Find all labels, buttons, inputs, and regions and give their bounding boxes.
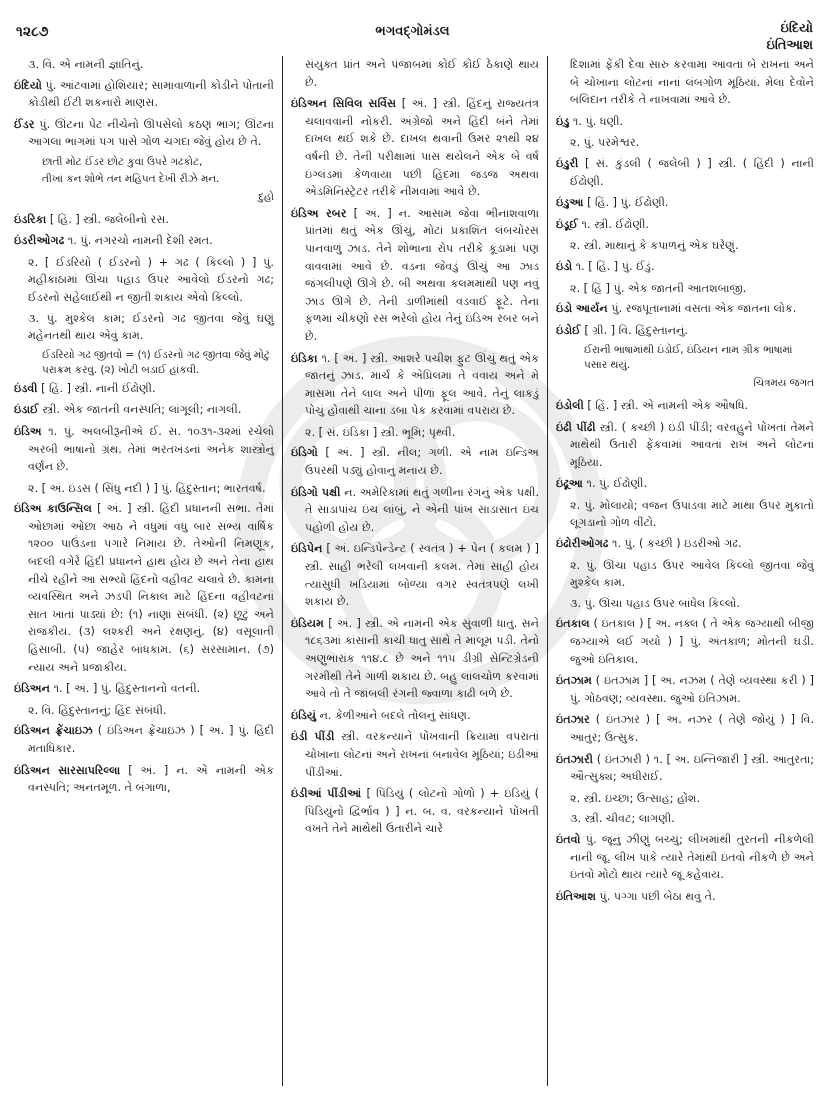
- citation-quote: છાતી મોટ ઈંડર છોટ કુવા ઉપરે ગઢકોટ,: [42, 155, 203, 168]
- definition-text: ૧. પું. નગરચો નામની દેશી રમત.: [64, 234, 213, 248]
- definition-text: [ અં. ] ન. આસામ જેવા ભીનાશવાળા પ્રાંતમાં થતું એક ઊંચું, મોટાં પ્રકાશિત લંબચોરસ પાનવાળું ઝાડ. તેને શોભાના રોપ તરીકે કૂંડામાં પણ વાવવામાં આવે છે. વડના જેવડું ઊંચું આ ઝાડ જંગલીપણે ઊગે છે. બી અથવા કલમમાંથી પણ નવું ઝાડ ઊગે છે. તેની ડાળીમાંથી વડવાઈ ફૂટે. તેના ફળમાં ચીકણો રસ ભરેલો હોય તેનું ઇંડિઅ રબર બને છે.: [305, 206, 539, 343]
- headword: ઇંડવી: [14, 381, 38, 395]
- definition-text: [ હિં. ] સ્ત્રી. એ નામની એક ઔષધિ.: [583, 398, 749, 412]
- definition-text: ( ઇંતઝારી ) ૧. [ અ. ઇન્તિજારી ] સ્ત્રી. આતુરતા; ઔત્સુક્ય; અધીરાઈ.: [570, 752, 814, 784]
- dictionary-entry: [14, 232, 274, 250]
- column-left: [14, 56, 282, 1086]
- headword: ઇંડિઅન સારસાપરિલ્લા: [14, 763, 121, 777]
- headword: ઇંડિગો: [291, 446, 318, 460]
- dictionary-entry: [556, 258, 814, 276]
- sense-definition: ૨. [ સં. ઇંડિકા ] સ્ત્રી. ભૂમિ; પૃથ્વી.: [305, 425, 456, 439]
- dictionary-entry: [556, 831, 814, 884]
- definition-text: [ અં. ] સ્ત્રી. હિંદી પ્રધાનની સભા. તેમાં ઓછામાં ઓછા આઠ ને વધુમાં વધુ બાર સભ્ય વાર્ષિક ૧૨૦૦ પાઉંડના પગારે નિમાય છે. તેઓની નિમણૂક, બદલી વગેરે હિંદી પ્રધાનને હાથ હોય છે અને તેના હાથ નીચે રહીને આ સભ્યો હિંદનો વહીવટ ચલાવે છે. કામના વ્યવસ્થિત અને ઝડપી નિકાલ માટે હિંદના વહીવટનાં સાત ખાતાં પાડ્યાં છે: (૧) નાણાં સંબંધી. (૨) છૂટું અને રાજકીય. (૩) લશ્કરી અને રક્ષણનું. (૪) વસૂલાતી હિસાબી. (૫) જાહેર બાંધકામ. (૬) સરસામાન. (૭) ન્યાય અને પ્રજાકીય.: [28, 502, 274, 674]
- dictionary-entry: [556, 300, 814, 318]
- headword: ઇંતઝામ: [556, 674, 592, 688]
- definition-text: પું. જૂનું ઝીણું બચ્ચું; લીખમાંથી તુરતની નીકળેલી નાની જૂ. લીખ પાકે ત્યારે તેમાંથી ઇંતવો નીકળે છે અને ઇંતવો મોટો થાય ત્યારે જૂ કહેવાય.: [570, 832, 814, 882]
- definition-text: [ ગ્રી. ] વિ. હિંદુસ્તાનનું.: [580, 323, 688, 337]
- dictionary-entry: [291, 350, 539, 420]
- citation-quote: ઈરાની ભાષામાંથી ઇંડોઈ, ઇંડિયન નામ ગ્રીક ભાષામાં પસાર થયું.: [584, 344, 793, 372]
- dictionary-entry: [556, 475, 814, 493]
- definition-text: [ અં. ] સ્ત્રી. હિંદનું રાજ્યતંત્ર ચલાવવાની નોકરી. અંગ્રેજો અને હિંદી બંને તેમાં દાખલ થઈ શકે છે. દાખલ થવાની ઉમર ૨૧થી ૨૪ વર્ષની છે. તેની પરીક્ષામાં પાસ થયેલને એક બે વર્ષ ઇંગ્લંડમાં કેળવાયા પછી હિંદમાં જડજ અથવા એડમિનિસ્ટ્રેટર તરીકે નીમવામાં આવે છે.: [305, 97, 539, 199]
- definition-text: પું. પગ્ગા પછી બેઠા થવું તે.: [596, 889, 716, 903]
- sense-definition: ૨. [ હિં ] પું. એક જાતની આતશબાજી.: [570, 281, 747, 295]
- dictionary-entry: [14, 762, 274, 797]
- definition-text: [ હિં. ] સ્ત્રી. નાની ઈંઢોણી.: [37, 381, 156, 395]
- continued-definition: દિશામાં ફેંકી દેવા સારુ કરવામાં આવતાં બે રાખનાં અને બે ચોખાના લોટનાં નાનાં લંબગોળ મૂઠિયાં. મેલા દેવોને બલિદાન તરીકે તે નાખવામાં આવે છે.: [570, 58, 814, 107]
- headword: ઇંતવો: [556, 832, 581, 846]
- headword: ઇંદિયો: [14, 78, 42, 92]
- definition-text: ૧. [ અં. ] સ્ત્રી. આશરે પચીશ ફુટ ઊંચું થતું એક જાતનું ઝાડ. માર્ચ કે એપ્રિલમાં તે વવાય અને મે માસમાં તેને લાલ અને પીળાં ફૂલ આવે. તેનું લાકડું પોચું હોવાથી ચાના ડબા પેક કરવામાં વપરાય છે.: [305, 351, 539, 418]
- definition-text: ન. કેળીઆંને બદલે તોલનું સાંધણ.: [316, 708, 471, 722]
- headword: ઇંડો: [556, 259, 573, 273]
- citation-source: દુહો: [258, 190, 274, 203]
- definition-text: [ અં. ] સ્ત્રી. એ નામની એક સુંવાળી ધાતુ. સને ૧૮૬૩માં કાંસાની કાચી ધાતુ સાથે તે માલૂમ પડી. તેનો અણુભારાંક ૧૧૪.૮ છે અને ૧૧૫ ડીગ્રી સેન્ટિગ્રેડની ગરમીથી તેને ગાળી શકાય છે. બહુ લાલચોળ કરવામાં આવે તો તે જાંબલી રંગની જ્વાળા કાઢી બળે છે.: [305, 616, 539, 701]
- definition-text: [ હિં. ] પું. ઈંઢોણી.: [583, 196, 669, 210]
- definition-text: ૧. પું. અલબીરૂનીએ ઈ. સ. ૧૦૩૧-૩૨માં રચેલો અરબી ભાષાનો ગ્રંથ. તેમાં ભરતખંડનાં અનેક શાસ્ત્રોનું વર્ણન છે.: [28, 424, 274, 474]
- headword: ઇંડરીઓગઢ: [14, 234, 65, 248]
- definition-text: પું. આંટવામાં હોશિયાર; સામાવાળાની કોડીને પોતાની કોડીથી ઈંટી શકનારો માણસ.: [28, 78, 274, 110]
- sense-definition: ૨. [ ઈડરિયો ( ઈડરનો ) + ગઢ ( કિલ્લો ) ] પું. મહીકાંઠામાં ઊંચા પહાડ ઉપર આવેલો ઈડરનો ગઢ; ઈડરનો સહેલાઈથી ન જીતી શકાય એવો કિલ્લો.: [28, 255, 274, 304]
- headword: ઇંડિઅ: [14, 424, 42, 438]
- headword: ઇંડિકા: [291, 351, 318, 365]
- column-right: [548, 56, 814, 1086]
- dictionary-entry: [291, 615, 539, 703]
- definition-text: [ અં. ] ન. એ નામની એક વનસ્પતિ; અનંતમૂળ. તે બંગાળા,: [28, 763, 274, 795]
- definition-text: સ્ત્રી. વરકન્યાને પોંખવાની ક્રિયામાં વપરાતાં ચોખાના લોટનાં અને રાખનાં બનાવેલ મૂઠિયાં; ઇંડીઆં પીંડીઆં.: [305, 730, 540, 779]
- sense-definition: ૩. વિ. એ નામની જ્ઞાતિનું.: [28, 58, 144, 71]
- headword: ઇંડરિકા: [14, 212, 47, 226]
- definition-text: ( ઇંતકાલ ) [ અ. નક્લ ( તે એક જગ્યાથી બીજી જગ્યાએ લઈ ગયો ) ] પું. અંતકાળ; મોતની ઘડી. જુઓ ઇંતિકાલ.: [570, 617, 814, 666]
- sense-definition: ૩. પું. મુશ્કેલ કામ; ઈડરનો ગઢ જીતવા જેવું ઘણું મહેનતથી થાય એવું કામ.: [28, 311, 274, 343]
- continued-definition: સંયુક્ત પ્રાંત અને પંજાબમાં કોઈ કોઈ ઠેકાણે થાય છે.: [305, 58, 539, 89]
- headword: ઇંડૂઈ: [556, 217, 578, 231]
- definition-text: ૧. સ્ત્રી. ઈંઢોણી.: [577, 217, 649, 231]
- headword: ઇંડુઆ: [556, 196, 584, 210]
- page-header: [0, 0, 825, 53]
- headword: ઈંડર: [14, 117, 35, 131]
- sense-definition: ૨. સ્ત્રી. ઇચ્છા; ઉત્સાહ; હોંશ.: [570, 791, 701, 805]
- dictionary-entry: [556, 711, 814, 746]
- definition-text: પું. ઊંટના પેટ નીચેનો ઊપસેલો કઠણ ભાગ; ઊંટના આગલા ભાગમાં પગ પાસે ગોળ ચગદા જેવું હોય છે તે.: [28, 117, 274, 149]
- definition-text: સ્ત્રી. એક જાતની વનસ્પતિ; લાંગૂલી; નાગલી.: [38, 403, 242, 417]
- definition-text: ૧. પું. ધણી.: [569, 114, 624, 128]
- sense-definition: ૨. [ અં. ઇંડસ ( સિંધુ નદી ) ] પું. હિંદુસ્તાન; ભારતવર્ષ.: [28, 481, 266, 495]
- dictionary-entry: [556, 615, 814, 668]
- headword: ઇંડિયું: [291, 708, 317, 722]
- dictionary-entry: [14, 116, 274, 151]
- definition-text: [ અં. ] સ્ત્રી. નીલ; ગળી. એ નામ ઇન્ડિઅ ઉપરથી પડ્યું હોવાનું મનાય છે.: [305, 446, 539, 478]
- definition-text: પું. રજપૂતાનામાં વસતા એક જાતના લોક.: [607, 302, 797, 316]
- page-number: ૧૨૮૭: [16, 24, 49, 40]
- dictionary-columns: [14, 56, 814, 1086]
- dictionary-entry: [291, 728, 539, 781]
- headword: ઇંતઝાર: [556, 713, 590, 727]
- headword: ઇંતકાલ: [556, 617, 590, 631]
- dictionary-entry: [14, 211, 274, 229]
- dictionary-entry: [556, 672, 814, 707]
- sense-definition: ૩. સ્ત્રી. ચીવટ; લાગણી.: [570, 812, 675, 826]
- dictionary-entry: [556, 751, 814, 786]
- dictionary-entry: [556, 113, 814, 131]
- sense-definition: ૨. વિ. હિંદુસ્તાનનું; હિંદ સંબંધી.: [28, 703, 167, 717]
- dictionary-entry: [556, 397, 814, 415]
- dictionary-entry: [14, 680, 274, 698]
- headword: ઇંતિઆશ: [556, 889, 596, 903]
- headword: ઇંડોઈ: [556, 323, 581, 337]
- definition-text: ( ઇંતઝાર ) [ અ. નઝર ( તેણે જોયું ) ] વિ. આતુર; ઉત્સુક.: [570, 713, 814, 744]
- dictionary-entry: [14, 722, 274, 757]
- dictionary-entry: [14, 77, 274, 112]
- book-title: ભગવદ્ગોમંડલ: [375, 24, 450, 39]
- definition-text: [ હિં. ] સ્ત્રી. જલેબીનો રસ.: [46, 212, 169, 226]
- headword: ઇંડિઅન સિવિલ સર્વિસ: [291, 97, 397, 111]
- dictionary-entry: [291, 205, 539, 346]
- guide-words: [767, 20, 813, 54]
- headword: ઇંડિઅન: [14, 682, 51, 696]
- headword: ઇંડિપેન: [291, 542, 323, 556]
- headword: ઇંડિગો પક્ષી: [291, 485, 341, 499]
- citation-quote: ઈડરિયો ગઢ જીતવો = (૧) ઈડરનો ગઢ જીતવા જેવું મોટું પરાક્રમ કરવું. (૨) ખોટી બડાઈ હાંકવી.: [42, 348, 270, 376]
- sense-definition: ૨. પું. મોલાયો; વજન ઉપાડવા માટે માથા ઉપર મુકાતો લૂગડાનો ગોળ વીંટો.: [570, 498, 814, 530]
- definition-text: ( ઇંડિઅન ફ્રેંચાઇઝ ) [ અં. ] પું. હિંદી મતાધિકાર.: [28, 724, 275, 755]
- headword: ઇંડાઈ: [14, 403, 39, 417]
- definition-text: ન. અમેરિકામાં થતું ગળીના રંગનું એક પક્ષી. તે સાડાપાંચ ઇંચ લાંબું, ને એની પાંખ સાડાસાત ઇંચ પહોળી હોય છે.: [305, 485, 540, 534]
- definition-text: [ અં. ઇન્ડિપેન્ડેન્ટ ( સ્વતંત્ર ) + પેન ( કલમ ) ] સ્ત્રી. સાહી ભરેલી લખવાની કલમ. તેમાં સાહી હોય ત્યાંસુધી ખડિયામાં બોળ્યા વગર સ્વતંત્રપણે લખી શકાય છે.: [305, 542, 539, 609]
- definition-text: ૧. પું. ઈંઢોણી.: [583, 477, 648, 491]
- column-middle: [282, 56, 548, 1086]
- dictionary-entry: [291, 484, 539, 537]
- sense-definition: ૩. પું. ઊંચા પહાડ ઉપર બાંધેલ કિલ્લો.: [570, 596, 740, 610]
- definition-text: [ પિંડિયું ( લોટનો ગોળો ) + ઇંડિયું ( પિંડિયુંનો દ્વિર્ભાવ ) ] ન. બ. વ. વરકન્યાને પોંખતી વખતે તેને માથેથી ઉતારીને ચારે: [305, 787, 539, 836]
- guide-word-first: ઇંદિયો: [780, 21, 813, 36]
- headword: ઇંડોલી: [556, 398, 584, 412]
- dictionary-entry: [291, 444, 539, 479]
- dictionary-entry: [556, 155, 814, 190]
- headword: ઇંડીઆં પીંડીઆં: [291, 787, 362, 801]
- headword: ઇંડિઅન ફ્રેંચાઇઝ: [14, 724, 93, 738]
- headword: ઇંડી પીંડી: [291, 730, 335, 744]
- definition-text: સ્ત્રી. ( કચ્છી ) ઇંડી પીંડી; વરવહુને પોંખતાં તેમને માથેથી ઉતારી ફેંકવામાં આવતાં રાખ અને લોટનાં મૂઠિયાં.: [570, 420, 814, 469]
- headword: ઇંઢી પીંઢી: [556, 420, 596, 434]
- headword: ઇંડો આર્યન: [556, 302, 608, 316]
- headword: ઇંતઝારી: [556, 752, 594, 766]
- headword: ઇંડિયમ: [291, 616, 324, 630]
- dictionary-entry: [556, 419, 814, 472]
- sense-definition: ૨. સ્ત્રી. માથાનું કે કપાળનું એક ઘરેણું.: [570, 239, 739, 253]
- headword: ઇંઢોરીઓગઢ: [556, 537, 609, 551]
- dictionary-entry: [291, 785, 539, 838]
- dictionary-entry: [556, 216, 814, 234]
- dictionary-entry: [556, 194, 814, 212]
- dictionary-entry: [556, 535, 814, 553]
- dictionary-entry: [14, 380, 274, 398]
- dictionary-entry: [14, 500, 274, 676]
- sense-definition: ૨. પું. ઊંચા પહાડ ઉપર આવેલ કિલ્લો જીતવા જેવું મુશ્કેલ કામ.: [570, 558, 814, 590]
- citation-source: ચિત્રમય જગત: [753, 377, 814, 390]
- citation-quote: તીખાં કન શોભે તન મહિપત દેખી રીઝે મન.: [42, 172, 220, 185]
- dictionary-entry: [556, 322, 814, 340]
- dictionary-entry: [14, 401, 274, 419]
- headword: ઇંડિઅ કાઉન્સિલ: [14, 502, 92, 516]
- definition-text: ૧. પું. ( કચ્છી ) ઇડરીઓ ગઢ.: [608, 537, 742, 551]
- headword: ઇંડુ: [556, 114, 570, 128]
- dictionary-entry: [291, 540, 539, 610]
- definition-text: [ સં. કુંડલી ( જલેબી ) ] સ્ત્રી. ( હિંદી ) નાની ઈંઢોણી.: [570, 156, 814, 188]
- definition-text: ( ઇંતઝામ ] [ અ. નઝમ ( તેણે વ્યવસ્થા કરી ) ] પું. ગોઠવણ; વ્યવસ્થા. જુઓ ઇંતિઝામ.: [570, 674, 814, 705]
- sense-definition: ૨. પું. પરમેશ્વર.: [570, 136, 640, 150]
- dictionary-entry: [291, 707, 539, 725]
- definition-text: ૧. [ હિં. ] પું. ઈંડું.: [572, 259, 655, 273]
- headword: ઇંઢૂઆ: [556, 477, 583, 491]
- dictionary-entry: [291, 95, 539, 201]
- dictionary-entry: [556, 888, 814, 906]
- dictionary-entry: [14, 423, 274, 476]
- guide-word-last: ઇંતિઆશ: [766, 38, 813, 53]
- headword: ઇંડિઅ રબર: [291, 206, 347, 220]
- definition-text: ૧. [ અં. ] પું. હિંદુસ્તાનનો વતની.: [50, 682, 201, 696]
- headword: ઇંડુરી: [556, 156, 579, 170]
